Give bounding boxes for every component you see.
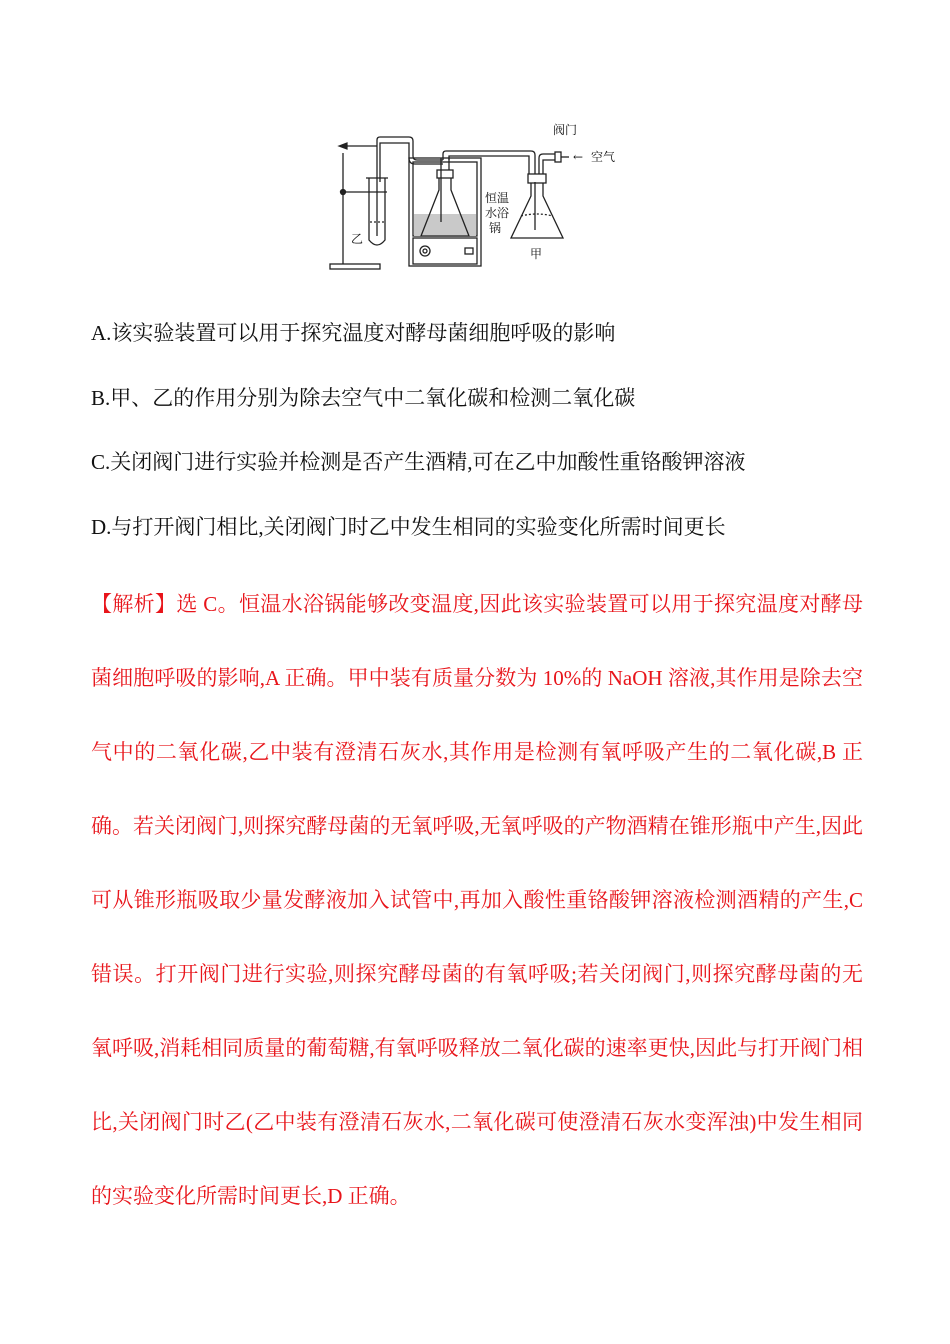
- flask-jia-label: 甲: [530, 247, 543, 261]
- bath-label-line3: 锅: [489, 221, 502, 235]
- flask-jia: [511, 174, 563, 238]
- tube-yi-label: 乙: [351, 232, 364, 246]
- valve-label: 阀门: [553, 123, 578, 137]
- bath-water: [414, 214, 476, 236]
- bath-label-line2: 水浴: [485, 206, 510, 220]
- option-d: D.与打开阀门相比,关闭阀门时乙中发生相同的实验变化所需时间更长: [91, 515, 726, 539]
- experiment-apparatus-figure: [325, 118, 635, 278]
- apparatus-diagram: [325, 118, 635, 278]
- option-c: C.关闭阀门进行实验并检测是否产生酒精,可在乙中加酸性重铬酸钾溶液: [91, 450, 746, 474]
- iron-stand: [330, 153, 387, 269]
- option-b: B.甲、乙的作用分别为除去空气中二氧化碳和检测二氧化碳: [91, 386, 636, 410]
- air-label: 空气: [591, 150, 616, 164]
- air-arrow-icon: ←: [573, 150, 584, 164]
- analysis-paragraph: 【解析】选 C。恒温水浴锅能够改变温度,因此该实验装置可以用于探究温度对酵母菌细胞呼吸的影响,A 正确。甲中装有质量分数为 10%的 NaOH 溶液,其作用是除去空气中的二氧化碳,乙中装有澄清石灰水,其作用是检测有氧呼吸产生的二氧化碳,B 正确。若关闭阀门,则探究酵母菌的无氧呼吸,无氧呼吸的产物酒精在锥形瓶中产生,因此可从锥形瓶吸取少量发酵液加入试管中,再加入酸性重铬酸钾溶液检测酒精的产生,C 错误。打开阀门进行实验,则探究酵母菌的有氧呼吸;若关闭阀门,则探究酵母菌的无氧呼吸,消耗相同质量的葡萄糖,有氧呼吸释放二氧化碳的速率更快,因此与打开阀门相比,关闭阀门时乙(乙中装有澄清石灰水,二氧化碳可使澄清石灰水变浑浊)中发生相同的实验变化所需时间更长,D 正确。: [91, 592, 863, 1208]
- connecting-tube: [443, 151, 569, 176]
- option-a: A.该实验装置可以用于探究温度对酵母菌细胞呼吸的影响: [91, 321, 616, 345]
- outlet-arrow: [339, 143, 377, 149]
- bath-label-line1: 恒温: [485, 191, 510, 205]
